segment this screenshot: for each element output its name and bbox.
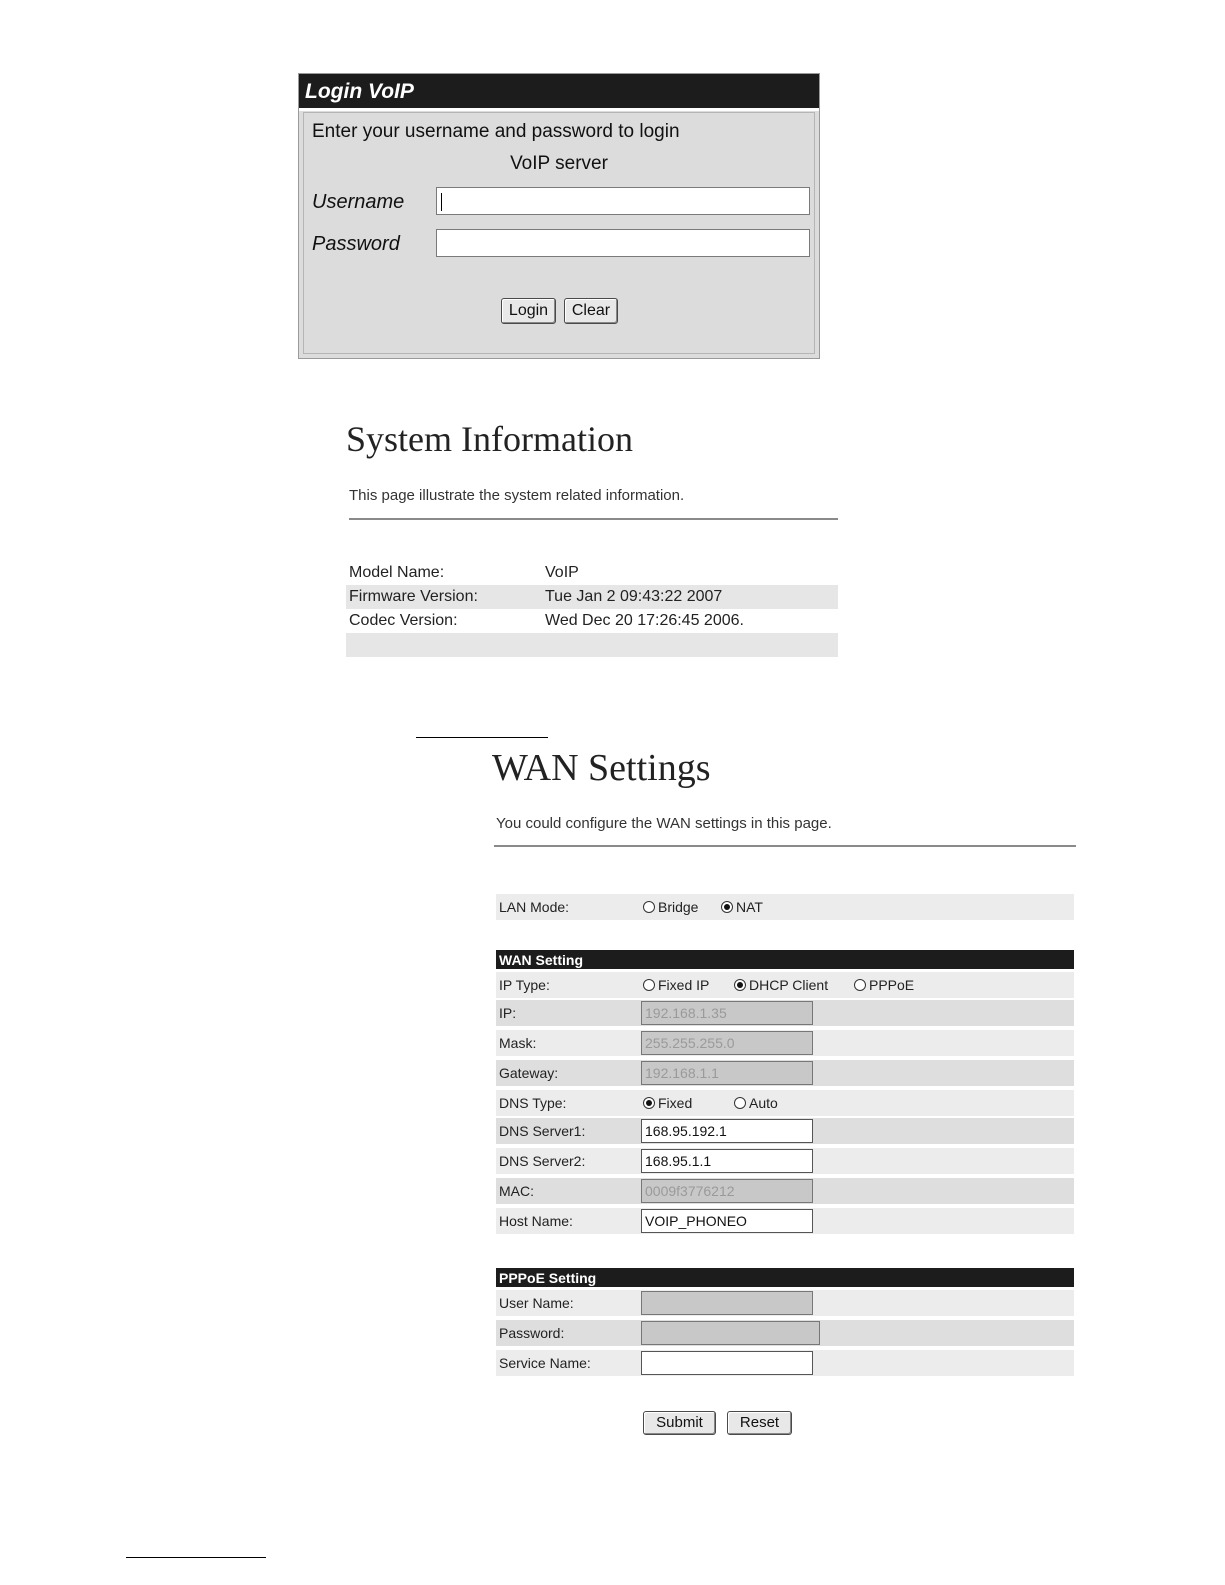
radio-icon — [643, 901, 655, 913]
password-label: Password — [312, 233, 400, 255]
radio-fixed-ip[interactable]: Fixed IP — [643, 977, 709, 993]
login-panel — [298, 73, 820, 359]
wan-settings-description: You could configure the WAN settings in this page. — [496, 815, 832, 832]
divider — [349, 518, 838, 520]
gateway-label: Gateway: — [499, 1065, 559, 1081]
login-message: Enter your username and password to login — [312, 121, 680, 142]
login-message-server: VoIP server — [510, 153, 608, 174]
link-underline — [126, 1557, 266, 1558]
wan-settings-title: WAN Settings — [492, 747, 711, 789]
lan-mode-label: LAN Mode: — [499, 899, 570, 915]
dns1-label: DNS Server1: — [499, 1123, 586, 1139]
wan-setting-header: WAN Setting — [496, 950, 1074, 969]
info-label: Model Name: — [349, 564, 445, 581]
username-input[interactable] — [436, 187, 810, 215]
table-row — [346, 633, 838, 657]
dns-type-label: DNS Type: — [499, 1095, 567, 1111]
radio-pppoe[interactable]: PPPoE — [854, 977, 914, 993]
pppoe-setting-header: PPPoE Setting — [496, 1268, 1074, 1287]
radio-nat[interactable]: NAT — [721, 899, 763, 915]
link-underline — [416, 737, 548, 738]
host-name-input[interactable]: VOIP_PHONEO — [641, 1209, 813, 1233]
mask-label: Mask: — [499, 1035, 537, 1051]
dns1-row — [496, 1118, 1074, 1144]
password-input[interactable] — [436, 229, 810, 257]
service-name-row — [496, 1350, 1074, 1376]
service-name-label: Service Name: — [499, 1355, 591, 1371]
divider — [494, 845, 1076, 847]
system-info-table — [346, 561, 838, 657]
table-row — [346, 609, 838, 633]
radio-selected-icon — [721, 901, 733, 913]
table-row — [346, 585, 838, 609]
pppoe-password-label: Password: — [499, 1325, 565, 1341]
host-name-row — [496, 1208, 1074, 1234]
radio-selected-icon — [643, 1097, 655, 1109]
host-name-label: Host Name: — [499, 1213, 573, 1229]
pppoe-password-row — [496, 1320, 1074, 1346]
text-cursor — [441, 193, 442, 211]
mac-row — [496, 1178, 1074, 1204]
system-info-description: This page illustrate the system related information. — [349, 487, 685, 504]
table-row — [346, 561, 838, 585]
service-name-input[interactable] — [641, 1351, 813, 1375]
dns1-input[interactable]: 168.95.192.1 — [641, 1119, 813, 1143]
radio-icon — [854, 979, 866, 991]
info-value: Wed Dec 20 17:26:45 2006. — [545, 612, 744, 629]
mac-input[interactable]: 0009f3776212 — [641, 1179, 813, 1203]
dns2-input[interactable]: 168.95.1.1 — [641, 1149, 813, 1173]
radio-dns-fixed[interactable]: Fixed — [643, 1095, 692, 1111]
dns2-row — [496, 1148, 1074, 1174]
pppoe-user-row — [496, 1290, 1074, 1316]
mask-input[interactable]: 255.255.255.0 — [641, 1031, 813, 1055]
ip-type-row — [496, 972, 1074, 998]
ip-type-label: IP Type: — [499, 977, 550, 993]
lan-mode-row — [496, 894, 1074, 920]
username-label: Username — [312, 191, 405, 213]
dns-type-row — [496, 1090, 1074, 1116]
ip-row — [496, 1000, 1074, 1026]
mask-row — [496, 1030, 1074, 1056]
login-title: Login VoIP — [299, 74, 819, 111]
gateway-input[interactable]: 192.168.1.1 — [641, 1061, 813, 1085]
login-body — [303, 112, 815, 354]
system-info-title: System Information — [346, 419, 633, 459]
ip-input[interactable]: 192.168.1.35 — [641, 1001, 813, 1025]
info-value: VoIP — [545, 564, 579, 581]
pppoe-password-input[interactable] — [641, 1321, 820, 1345]
login-button[interactable]: Login — [501, 298, 556, 324]
info-label: Codec Version: — [349, 612, 458, 629]
mac-label: MAC: — [499, 1183, 534, 1199]
pppoe-user-input[interactable] — [641, 1291, 813, 1315]
reset-button[interactable]: Reset — [727, 1411, 792, 1435]
radio-icon — [734, 1097, 746, 1109]
ip-label: IP: — [499, 1005, 517, 1021]
info-label: Firmware Version: — [346, 585, 542, 609]
info-value: Tue Jan 2 09:43:22 2007 — [542, 585, 838, 609]
clear-button[interactable]: Clear — [564, 298, 618, 324]
gateway-row — [496, 1060, 1074, 1086]
radio-bridge[interactable]: Bridge — [643, 899, 698, 915]
pppoe-user-label: User Name: — [499, 1295, 574, 1311]
radio-dns-auto[interactable]: Auto — [734, 1095, 778, 1111]
radio-selected-icon — [734, 979, 746, 991]
radio-dhcp-client[interactable]: DHCP Client — [734, 977, 828, 993]
dns2-label: DNS Server2: — [499, 1153, 586, 1169]
radio-icon — [643, 979, 655, 991]
submit-button[interactable]: Submit — [643, 1411, 716, 1435]
